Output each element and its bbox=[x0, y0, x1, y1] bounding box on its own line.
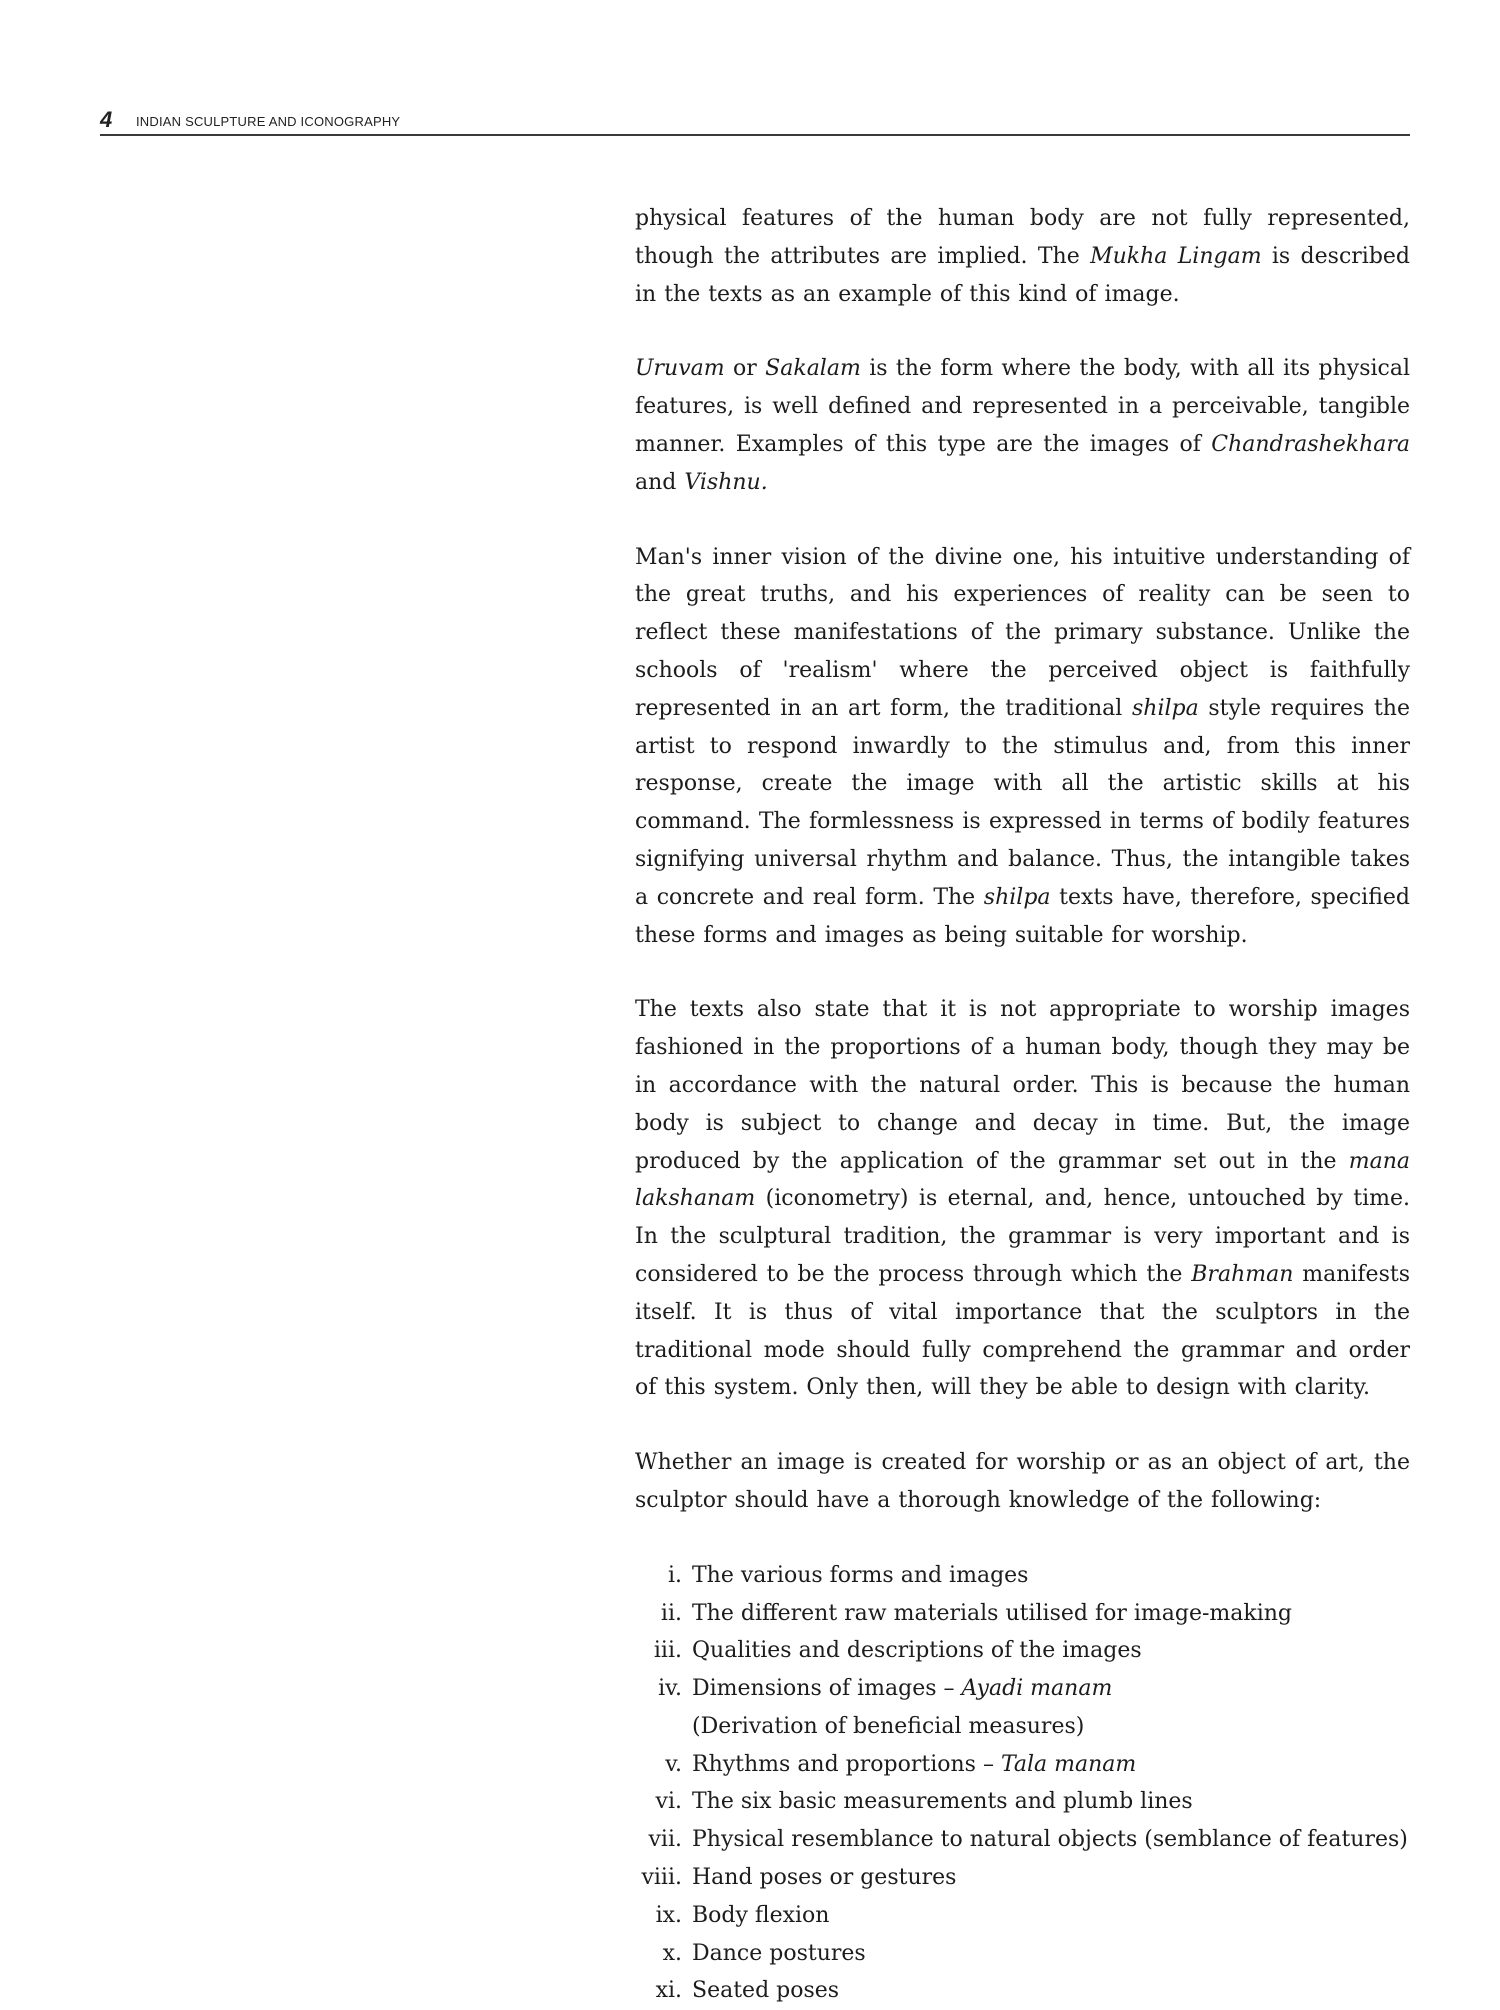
list-item-number: i. bbox=[667, 1562, 682, 1588]
list-item-number: ix. bbox=[655, 1902, 682, 1928]
paragraph-4-italic: Brahman bbox=[1191, 1261, 1294, 1287]
paragraph-2 bbox=[635, 350, 1410, 501]
list-item bbox=[635, 1972, 1410, 2010]
paragraph-3-text: Man's inner vision of the divine one, his intuitive understanding of the great truths, and his experiences of reality can be seen to reflect these manifestations of the primary substance. Unlike the schools of 'realism' where the perceived object is faithfully represented in an art form, the traditional bbox=[635, 544, 1410, 721]
paragraph-1 bbox=[635, 200, 1410, 313]
list-item-text: Qualities and descriptions of the images bbox=[692, 1638, 1142, 1664]
paragraph-1-text: physical features of the human body are not fully represented, though the attributes are implied. The bbox=[635, 206, 1410, 269]
list-item-text: Body flexion bbox=[692, 1902, 830, 1928]
paragraph-3-text: texts have, therefore, specified these forms and images as being suitable for worship. bbox=[635, 884, 1410, 948]
list-item-text: Physical resemblance to natural objects (semblance of features) bbox=[692, 1827, 1408, 1853]
paragraph-4-text: The texts also state that it is not appropriate to worship images fashioned in the proportions of a human body, though they may be in accordance with the natural order. This is because the human body is subject to change and decay in time. But, the image produced by the application of the grammar set out in the bbox=[635, 997, 1410, 1174]
list-item-number: vii. bbox=[648, 1827, 682, 1853]
list-item-text: Dance postures bbox=[692, 1940, 866, 1966]
list-item bbox=[635, 1897, 1410, 1935]
list-item-number: xi. bbox=[655, 1978, 682, 2004]
list-item-number: ii. bbox=[660, 1600, 682, 1626]
list-item-subtext: (Derivation of beneficial measures) bbox=[692, 1713, 1085, 1739]
running-title: INDIAN SCULPTURE AND ICONOGRAPHY bbox=[136, 114, 401, 129]
list-item-number: vi. bbox=[655, 1789, 682, 1815]
knowledge-list bbox=[635, 1557, 1410, 2010]
list-item-number: viii. bbox=[641, 1865, 682, 1891]
list-item-number: v. bbox=[665, 1751, 682, 1777]
list-item-text bbox=[692, 1746, 1410, 1784]
paragraph-3-italic: shilpa bbox=[1131, 695, 1199, 721]
list-item-number: iii. bbox=[653, 1638, 682, 1664]
paragraph-5-text: Whether an image is created for worship or as an object of art, the sculptor should have a thorough knowledge of the following: bbox=[635, 1450, 1410, 1513]
body-text-column bbox=[635, 200, 1410, 2010]
list-item-text: Seated poses bbox=[692, 1978, 840, 2004]
paragraph-4 bbox=[635, 991, 1410, 1407]
paragraph-1-text: is described in the texts as an example of this kind of image. bbox=[635, 243, 1410, 307]
paragraph-2-italic: Chandrashekhara bbox=[1211, 431, 1410, 457]
list-item-italic: Ayadi manam bbox=[961, 1676, 1113, 1702]
list-item-label: Dimensions of images – bbox=[692, 1676, 962, 1702]
paragraph-3 bbox=[635, 539, 1410, 955]
paragraph-4-text: manifests itself. It is thus of vital importance that the sculptors in the traditional mode should fully comprehend the grammar and order of this system. Only then, will they be able to design with clarity. bbox=[635, 1261, 1410, 1401]
paragraph-3-italic: shilpa bbox=[983, 884, 1051, 910]
list-item bbox=[635, 1670, 1410, 1746]
paragraph-3-text: style requires the artist to respond inwardly to the stimulus and, from this inner response, create the image with all the artistic skills at his command. The formlessness is expressed in terms of bodily features signifying universal rhythm and balance. Thus, the intangible takes a concrete and real form. The bbox=[635, 695, 1410, 910]
list-item bbox=[635, 1746, 1410, 1784]
paragraph-1-italic: Mukha Lingam bbox=[1090, 243, 1262, 269]
paragraph-2-italic: Sakalam bbox=[765, 356, 861, 382]
list-item bbox=[635, 1595, 1410, 1633]
paragraph-2-text: is the form where the body, with all its physical features, is well defined and represented in a perceivable, tangible manner. Examples of this type are the images of bbox=[635, 356, 1410, 457]
list-item bbox=[635, 1935, 1410, 1973]
list-item bbox=[635, 1557, 1410, 1595]
list-item-label: Rhythms and proportions – bbox=[692, 1751, 1001, 1777]
paragraph-5 bbox=[635, 1444, 1410, 1520]
list-item-number: x. bbox=[662, 1940, 682, 1966]
list-item-number: iv. bbox=[658, 1676, 682, 1702]
list-item bbox=[635, 1632, 1410, 1670]
paragraph-2-italic: Uruvam bbox=[635, 356, 725, 382]
list-item bbox=[635, 1859, 1410, 1897]
paragraph-4-text: (iconometry) is eternal, and, hence, untouched by time. In the sculptural tradition, the grammar is very important and is considered to be the process through which the bbox=[635, 1186, 1410, 1287]
list-item-text: The different raw materials utilised for image-making bbox=[692, 1600, 1292, 1626]
list-item-text: The various forms and images bbox=[692, 1562, 1029, 1588]
list-item bbox=[635, 1821, 1410, 1859]
list-item-text: The six basic measurements and plumb lines bbox=[692, 1789, 1193, 1815]
page-number: 4 bbox=[100, 107, 113, 132]
paragraph-2-text: or bbox=[724, 356, 766, 382]
page-header bbox=[100, 108, 1410, 136]
list-item-text bbox=[692, 1670, 1410, 1746]
list-item bbox=[635, 1783, 1410, 1821]
paragraph-4-italic: mana lakshanam bbox=[635, 1148, 1410, 1212]
paragraph-2-text: and bbox=[635, 469, 685, 495]
paragraph-2-italic: Vishnu. bbox=[684, 469, 768, 495]
list-item-text: Hand poses or gestures bbox=[692, 1865, 957, 1891]
list-item-italic: Tala manam bbox=[1000, 1751, 1137, 1777]
